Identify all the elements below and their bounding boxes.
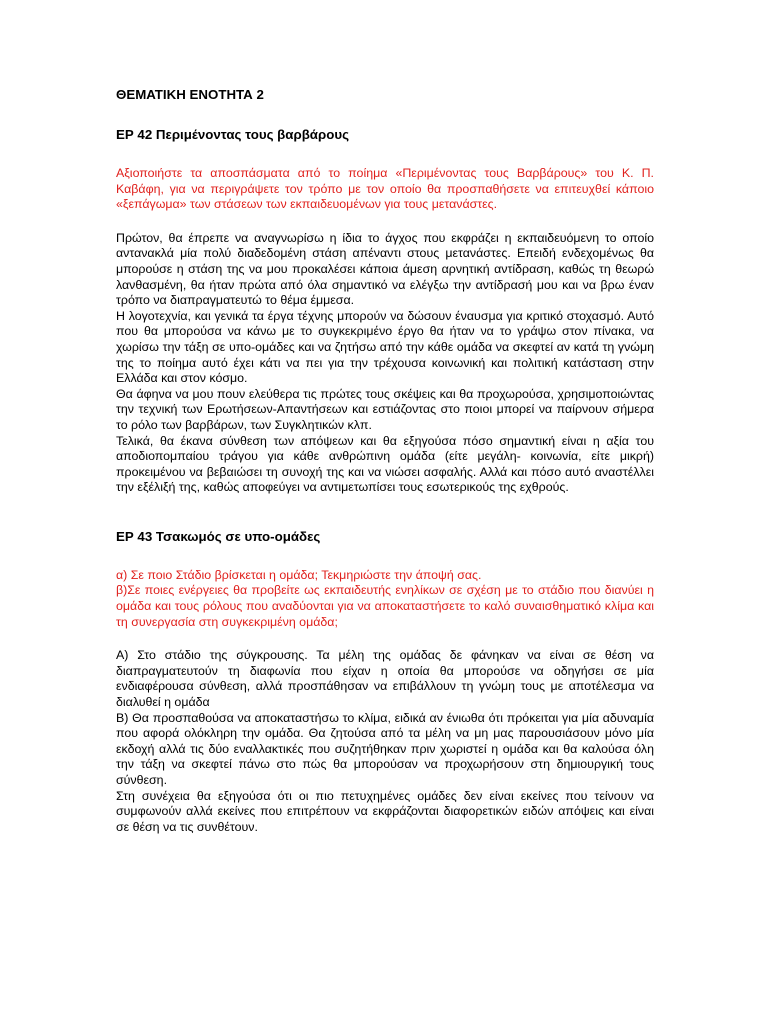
section-heading: ΕΡ 42 Περιμένοντας τους βαρβάρους	[116, 127, 349, 142]
question-text: α) Σε ποιο Στάδιο βρίσκεται η ομάδα; Τεκμηριώστε την άποψή σας.	[116, 567, 482, 582]
answer-paragraph: Πρώτον, θα έπρεπε να αναγνωρίσω η ίδια το άγχος που εκφράζει η εκπαιδευόμενη το οποίο αντανακλά μία πολύ διαδεδομένη στάση απέναντι στους μετανάστες. Επειδή ενδεχομένως θα μπορούσε η στάση της να μου προκαλέσει κάποια άμεση αρνητική αντίδραση, καθώς τη θεωρώ λανθασμένη, θα ήταν πρώτα από όλα σημαντικό να ελέγξω την αντίδρασή μου και να βρω έναν τρόπο να διαπραγματευτώ το θέμα έμμεσα.	[116, 230, 654, 308]
answer-paragraph: Τελικά, θα έκανα σύνθεση των απόψεων και θα εξηγούσα πόσο σημαντική είναι η αξία του αποδιοπομπαίου τράγου για κάθε ανθρώπινη ομάδα (είτε μεγάλη- κοινωνία, είτε μικρή) προκειμένου να βεβαιώσει τη συνοχή της και να νιώσει ασφαλής. Αλλά και πόσο αυτό αναστέλλει την εξέλιξή της, καθώς αποφεύγει να αντιμετωπίσει τους εσωτερικούς της εχθρούς.	[116, 433, 654, 495]
section-er42	[116, 126, 654, 496]
section-er43	[116, 528, 654, 836]
answer-paragraph: Η λογοτεχνία, και γενικά τα έργα τέχνης μπορούν να δώσουν έναυσμα για κριτικό στοχασμό. Αυτό που θα μπορούσα να κάνω με το συγκεκριμένο έργο θα ήταν να το γράψω στον πίνακα, να χωρίσω την τάξη σε υπο-ομάδες και να ζητήσω από την κάθε ομάδα να σκεφτεί αν κατά τη γνώμη της το ποίημα αυτό έχει κάτι να πει για την τρέχουσα κοινωνική και πολιτική κατάσταση στην Ελλάδα και στον κόσμο.	[116, 308, 654, 386]
answer-paragraph: Θα άφηνα να μου πουν ελεύθερα τις πρώτες τους σκέψεις και θα προχωρούσα, χρησιμοποιώντας την τεχνική των Ερωτήσεων-Απαντήσεων και εστιάζοντας στο ποιοι μπορεί να παίρνουν σήμερα το ρόλο των βαρβάρων, των Συγκλητικών κλπ.	[116, 386, 654, 432]
answer-paragraph: Στη συνέχεια θα εξηγούσα ότι οι πιο πετυχημένες ομάδες δεν είναι εκείνες που τείνουν να συμφωνούν αλλά εκείνες που επιτρέπουν να εκφράζονται διαφορετικών ειδών απόψεις και είναι σε θέση να τις συνθέτουν.	[116, 788, 654, 834]
question-text: β)Σε ποιες ενέργειες θα προβείτε ως εκπαιδευτής ενηλίκων σε σχέση με το στάδιο που διανύει η ομάδα και τους ρόλους που αναδύονται για να αποκαταστήσετε το καλό συναισθηματικό κλίμα και τη συνεργασία στη συγκεκριμένη ομάδα;	[116, 583, 654, 629]
document-title: ΘΕΜΑΤΙΚΗ ΕΝΟΤΗΤΑ 2	[116, 87, 264, 102]
answer-paragraph: Β) Θα προσπαθούσα να αποκαταστήσω το κλίμα, ειδικά αν ένιωθα ότι πρόκειται για μία αδυναμία που αφορά ολόκληρη την ομάδα. Θα ζητούσα από τα μέλη να μη μας παρουσιάσουν μόνο μία εκδοχή αλλά τις δύο εναλλακτικές που συζητήθηκαν πριν χωριστεί η ομάδα και θα καλούσα όλη την τάξη να σκεφτεί πάνω στο πώς θα μπορούσαν να προχωρήσουν στη δημιουργική τους σύνθεση.	[116, 710, 654, 787]
question-text: Αξιοποιήστε τα αποσπάσματα από το ποίημα «Περιμένοντας τους Βαρβάρους» του Κ. Π. Καβάφη, για να περιγράψετε τον τρόπο με τον οποίο θα προσπαθήσετε να επιτευχθεί κάποιο «ξεπάγωμα» των στάσεων των εκπαιδευομένων για τους μετανάστες.	[116, 166, 654, 212]
answer-paragraph: Α) Στο στάδιο της σύγκρουσης. Τα μέλη της ομάδας δε φάνηκαν να είναι σε θέση να διαπραγματευτούν τη διαφωνία που είχαν η οποία θα μπορούσε να οδηγήσει σε μία ενδιαφέρουσα σύνθεση, αλλά προσπάθησαν να επιβάλλουν τη γνώμη τους με αποτέλεσμα να διαλυθεί η ομάδα	[116, 648, 654, 710]
section-heading: ΕΡ 43 Τσακωμός σε υπο-ομάδες	[116, 528, 321, 544]
